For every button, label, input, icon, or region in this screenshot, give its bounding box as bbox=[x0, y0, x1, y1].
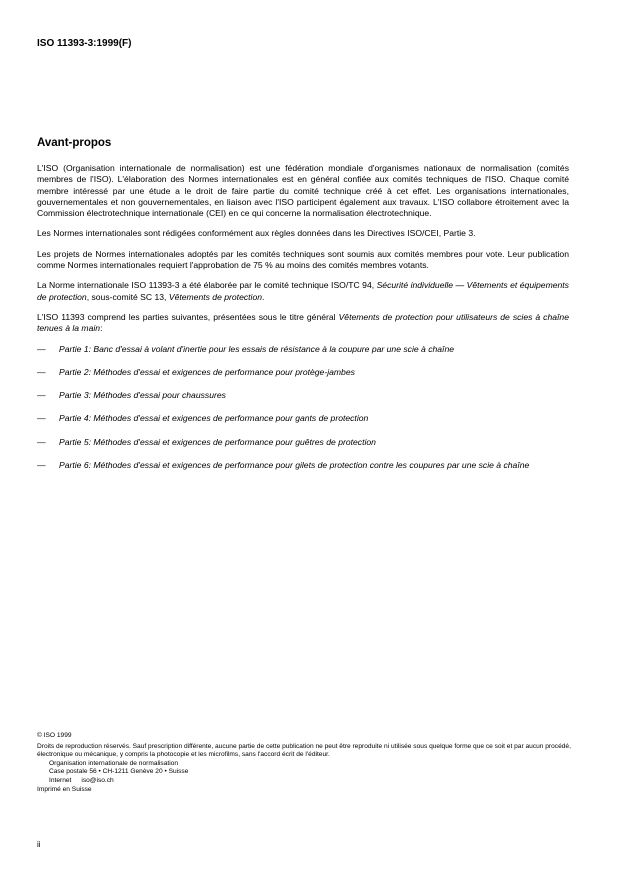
publisher-name: Organisation internationale de normalisation bbox=[49, 759, 179, 767]
list-item bbox=[37, 367, 569, 378]
document-identifier: ISO 11393-3:1999(F) bbox=[37, 38, 132, 49]
part-title: Partie 4: Méthodes d'essai et exigences de performance pour gants de protection bbox=[59, 413, 369, 424]
paragraph-voting: Les projets de Normes internationales adoptés par les comités techniques sont soumis aux comités membres pour vote. Leur publication comme Normes internationales requiert l'approbation de 75 % au moins des comités membres votants. bbox=[37, 248, 569, 271]
period: . bbox=[262, 291, 265, 302]
general-title: Vêtements de protection pour utilisateurs de scies à chaîne tenues à la main bbox=[37, 311, 569, 334]
subcommittee-name: Vêtements de protection bbox=[168, 291, 262, 302]
committee-text: La Norme internationale ISO 11393-3 a été élaborée par le comité technique ISO/TC 94, bbox=[37, 280, 377, 291]
parts-intro-text: L'ISO 11393 comprend les parties suivantes, présentées sous le titre général bbox=[37, 311, 339, 322]
copyright-notice: © ISO 1999 bbox=[37, 732, 72, 739]
list-item bbox=[37, 390, 569, 401]
paragraph-parts-intro bbox=[37, 312, 569, 335]
list-item bbox=[37, 413, 569, 424]
parts-list bbox=[37, 344, 569, 472]
committee-name: Sécurité individuelle — Vêtements et équipements de protection bbox=[37, 280, 569, 302]
paragraph-directives: Les Normes internationales sont rédigées conformément aux règles données dans les Directives ISO/CEI, Partie 3. bbox=[37, 228, 476, 239]
dash-bullet: — bbox=[37, 366, 46, 377]
list-item bbox=[37, 460, 569, 471]
list-item bbox=[37, 437, 569, 448]
rights-statement: Droits de reproduction réservés. Sauf prescription différente, aucune partie de cette publication ne peut être reproduite ni utilisée sous quelque forme que ce soit et par aucun procédé, électronique ou mécanique, y compris la photocopie et les microfilms, sans l'accord écrit de l'éditeur. bbox=[37, 742, 571, 759]
paragraph-iso-intro: L'ISO (Organisation internationale de normalisation) est une fédération mondiale d'organismes nationaux de normalisation (comités membres de l'ISO). L'élaboration des Normes internationales est en général confiée aux comités techniques de l'ISO. Chaque comité membre intéressé par une étude a le droit de faire partie du comité technique créé à cet effet. Les organisations internationales, gouvernementales et non gouvernementales, en liaison avec l'ISO participent également aux travaux. L'ISO collabore étroitement avec la Commission électrotechnique internationale (CEI) en ce qui concerne la normalisation électrotechnique. bbox=[37, 163, 569, 219]
internet-label: Internet bbox=[49, 776, 72, 784]
dash-bullet: — bbox=[37, 460, 46, 471]
dash-bullet: — bbox=[37, 436, 46, 447]
publisher-address: Case postale 56 • CH-1211 Genève 20 • Suisse bbox=[49, 768, 189, 776]
part-title: Partie 6: Méthodes d'essai et exigences de performance pour gilets de protection contre les coupures par une scie à chaîne bbox=[59, 460, 530, 471]
internet-contact bbox=[37, 777, 582, 786]
paragraph-committee bbox=[37, 280, 569, 303]
part-title: Partie 2: Méthodes d'essai et exigences de performance pour protège-jambes bbox=[59, 366, 355, 377]
dash-bullet: — bbox=[37, 413, 46, 424]
section-heading: Avant-propos bbox=[37, 137, 112, 149]
subcommittee-text: , sous-comité SC 13, bbox=[86, 291, 169, 302]
dash-bullet: — bbox=[37, 343, 46, 354]
colon: : bbox=[100, 323, 103, 334]
foreword-body bbox=[37, 163, 569, 483]
part-title: Partie 3: Méthodes d'essai pour chaussures bbox=[59, 390, 226, 401]
printed-in: Imprimé en Suisse bbox=[37, 785, 92, 793]
part-title: Partie 1: Banc d'essai à volant d'inertie pour les essais de résistance à la coupure par une scie à chaîne bbox=[59, 343, 455, 354]
part-title: Partie 5: Méthodes d'essai et exigences de performance pour guêtres de protection bbox=[59, 436, 376, 447]
page-number: ii bbox=[37, 840, 41, 849]
email-address: iso@iso.ch bbox=[81, 776, 114, 784]
copyright-footer bbox=[37, 732, 582, 794]
dash-bullet: — bbox=[37, 390, 46, 401]
list-item bbox=[37, 344, 569, 355]
